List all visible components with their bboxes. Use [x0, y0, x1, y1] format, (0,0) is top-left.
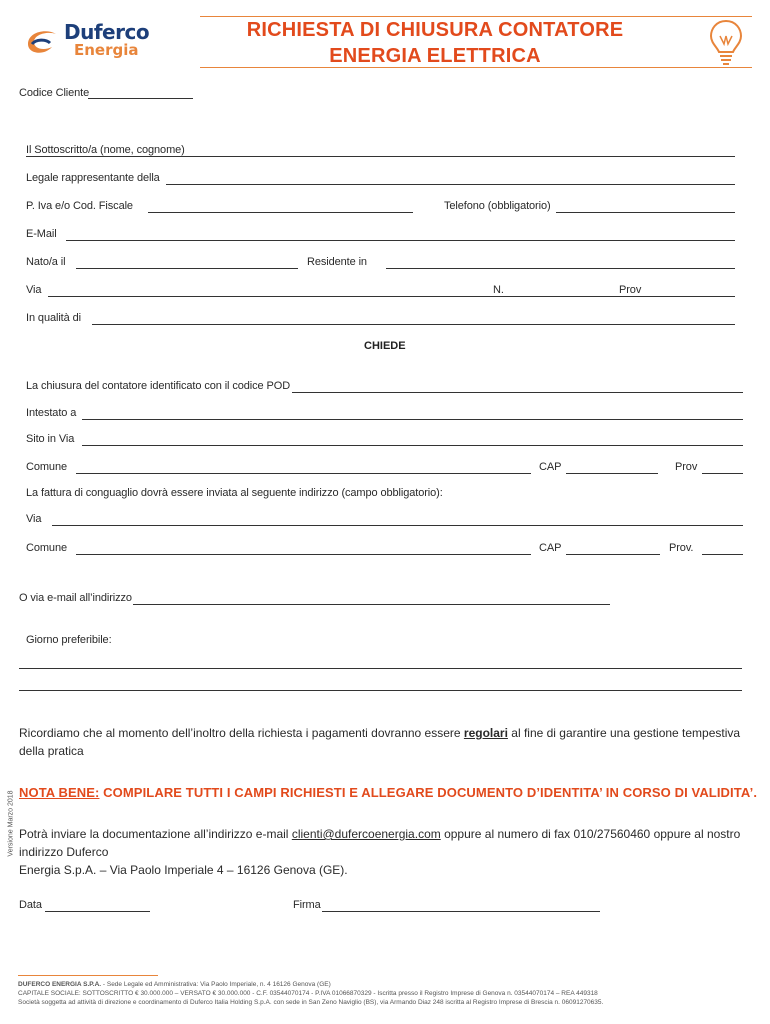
company-logo	[22, 20, 182, 64]
cap-field[interactable]	[566, 473, 658, 474]
intestato-field[interactable]	[82, 419, 743, 420]
nota-bene-text: COMPILARE TUTTI I CAMPI RICHIESTI E ALLEGARE DOCUMENTO D’IDENTITA’ IN CORSO DI VALIDITA’.	[103, 785, 758, 800]
nota-bene	[19, 785, 757, 800]
email-alt-field[interactable]	[133, 604, 610, 605]
logo-swirl-icon	[22, 22, 62, 62]
lightbulb-icon	[708, 18, 744, 66]
giorno-field-line-1[interactable]	[19, 668, 742, 669]
piva-field[interactable]	[148, 212, 413, 213]
fattura-via-label: Via	[26, 513, 42, 525]
title-line-1: RICHIESTA DI CHIUSURA CONTATORE	[246, 19, 624, 41]
sito-field[interactable]	[82, 445, 743, 446]
firma-label: Firma	[293, 899, 321, 911]
fattura-comune-label: Comune	[26, 542, 67, 554]
comune-field[interactable]	[76, 473, 531, 474]
qualita-label: In qualità di	[26, 312, 81, 324]
email-alt-label: O via e-mail all’indirizzo	[19, 592, 132, 604]
codice-cliente-field[interactable]	[88, 98, 193, 99]
footer-company: DUFERCO ENERGIA S.P.A.	[18, 981, 102, 988]
prov-request-field[interactable]	[702, 473, 743, 474]
nato-field[interactable]	[76, 268, 298, 269]
sottoscritto-label: Il Sottoscritto/a (nome, cognome)	[26, 144, 185, 156]
n-label: N.	[493, 284, 504, 296]
fattura-text: La fattura di conguaglio dovrà essere inviata al seguente indirizzo (campo obbligatorio):	[26, 487, 443, 499]
fattura-cap-label: CAP	[539, 542, 562, 554]
sito-label: Sito in Via	[26, 433, 75, 445]
giorno-field-line-2[interactable]	[19, 690, 742, 691]
cap-label: CAP	[539, 461, 562, 473]
nota-bene-label: NOTA BENE:	[19, 785, 100, 800]
email-label: E-Mail	[26, 228, 57, 240]
chiusura-label: La chiusura del contatore identificato con il codice POD	[26, 380, 291, 392]
footer-rule	[18, 975, 158, 976]
invio-text-after: oppure al numero di fax 010/27560460 oppure al nostro indirizzo Duferco	[19, 827, 741, 859]
prov-label: Prov	[619, 284, 642, 296]
qualita-field[interactable]	[92, 324, 735, 325]
ricordiamo-text-before: Ricordiamo che al momento dell’inoltro della richiesta i pagamenti dovranno essere	[19, 726, 461, 740]
invio-paragraph	[19, 825, 755, 879]
clienti-email-link[interactable]: clienti@dufercoenergia.com	[291, 827, 441, 841]
ricordiamo-text-after: al fine di garantire una gestione tempestiva della pratica	[19, 726, 741, 758]
invio-text-before: Potrà inviare la documentazione all’indirizzo e-mail	[19, 827, 289, 841]
residente-label: Residente in	[307, 256, 367, 268]
legale-field[interactable]	[166, 184, 735, 185]
data-label: Data	[19, 899, 42, 911]
firma-field[interactable]	[322, 911, 600, 912]
comune-label: Comune	[26, 461, 67, 473]
sottoscritto-field[interactable]	[26, 156, 735, 157]
footer-line-1	[18, 981, 331, 988]
telefono-field[interactable]	[556, 212, 735, 213]
ricordiamo-bold-word: regolari	[463, 726, 508, 740]
ricordiamo-paragraph	[19, 724, 755, 760]
version-side-text: Versione Marzo 2018	[7, 790, 15, 857]
piva-label: P. Iva e/o Cod. Fiscale	[26, 200, 133, 212]
via-label: Via	[26, 284, 42, 296]
pod-field[interactable]	[292, 392, 743, 393]
fattura-prov-label: Prov.	[669, 542, 694, 554]
footer-sede: - Sede Legale ed Amministrativa: Via Paolo Imperiale, n. 4 16126 Genova (GE)	[101, 981, 331, 988]
fattura-prov-field[interactable]	[702, 554, 743, 555]
footer-line-2: CAPITALE SOCIALE: SOTTOSCRITTO € 30.000.000 – VERSATO € 30.000.000 - C.F. 03544070174 - P.IVA 01066870329 - Iscritta presso il Registro Imprese di Genova n. 03544070174 – REA 449318	[18, 990, 598, 997]
footer-line-3: Società soggetta ad attività di direzione e coordinamento di Duferco Italia Holding S.p.A. con sede in San Zeno Naviglio (BS), via Armando Diaz 248 iscritta al Registro Imprese di Brescia n. 06091270635.	[18, 999, 604, 1006]
nato-label: Nato/a il	[26, 256, 66, 268]
fattura-via-field[interactable]	[52, 525, 743, 526]
residente-field[interactable]	[386, 268, 735, 269]
via-field[interactable]	[48, 296, 735, 297]
chiede-heading: CHIEDE	[364, 340, 406, 352]
header-bottom-rule	[200, 67, 752, 68]
title-line-2: ENERGIA ELETTRICA	[329, 45, 541, 67]
legale-label: Legale rappresentante della	[26, 172, 160, 184]
logo-duferco-text: Duferco	[64, 20, 150, 44]
telefono-label: Telefono (obbligatorio)	[444, 200, 551, 212]
fattura-comune-field[interactable]	[76, 554, 531, 555]
fattura-cap-field[interactable]	[566, 554, 660, 555]
giorno-label: Giorno preferibile:	[26, 634, 112, 646]
page-title	[205, 17, 665, 69]
codice-cliente-label: Codice Cliente	[19, 87, 90, 99]
invio-address: Energia S.p.A. – Via Paolo Imperiale 4 – 16126 Genova (GE).	[19, 863, 348, 877]
data-field[interactable]	[45, 911, 150, 912]
logo-energia-text: Energia	[74, 41, 139, 59]
email-field[interactable]	[66, 240, 735, 241]
intestato-label: Intestato a	[26, 407, 77, 419]
prov-request-label: Prov	[675, 461, 698, 473]
